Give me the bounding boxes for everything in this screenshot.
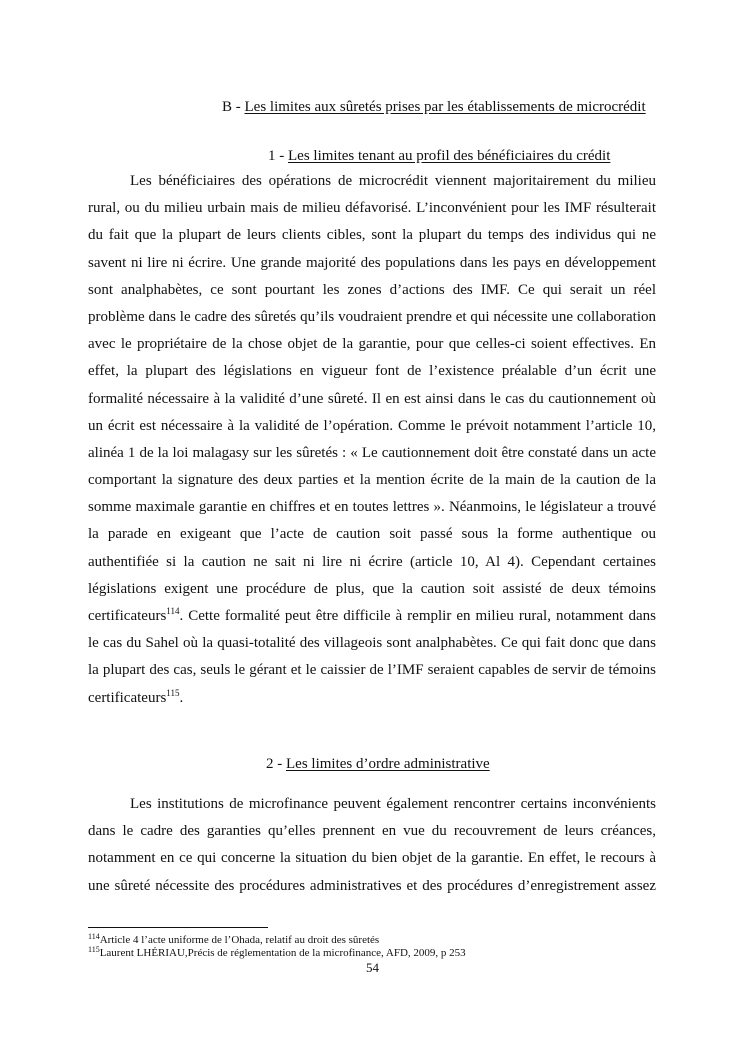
- text-line: dans le cadre des garanties qu’elles prennent en vue du recouvrement de leurs créances,: [88, 823, 656, 840]
- footnote-ref-114[interactable]: 114: [166, 606, 180, 616]
- paragraph-2: [88, 791, 656, 900]
- text-line: effet, la plupart des législations en vigueur font de l’existence préalable d’un écrit une: [88, 363, 656, 380]
- footnote-number: 115: [88, 945, 100, 954]
- footnote-ref-115[interactable]: 115: [166, 687, 180, 698]
- text: .: [179, 689, 184, 706]
- text-line: [88, 603, 656, 630]
- footnote-text: Laurent LHÉRIAU,Précis de réglementation de la microfinance, AFD, 2009, p 253: [99, 947, 466, 959]
- text-line: authentifiée si la caution ne sait ni lire ni écrire (article 10, Al 4). Cependant certaines: [88, 553, 656, 570]
- footnote-text: Article 4 l’acte uniforme de l’Ohada, relatif au droit des sûretés: [99, 934, 380, 946]
- text: certificateurs: [88, 608, 167, 624]
- text: certificateurs: [88, 689, 167, 706]
- text-line: le cas du Sahel où la quasi-totalité des villageois sont analphabètes. Ce qui fait donc que dans: [88, 635, 656, 652]
- text-line: un écrit est nécessaire à la validité de l’opération. Comme le prévoit notamment l’article 10,: [88, 417, 656, 434]
- text-line: savent ni lire ni écrire. Une grande majorité des populations dans les pays en développement: [88, 254, 656, 271]
- text-line: alinéa 1 de la loi malagasy sur les sûretés : « Le cautionnement doit être constaté dans un acte: [88, 444, 656, 461]
- text-line: Les institutions de microfinance peuvent également rencontrer certains inconvénients: [130, 796, 656, 812]
- subsection-heading-1: [268, 148, 610, 165]
- heading-title: Les limites d’ordre administrative: [286, 756, 490, 772]
- footnote-115: [88, 947, 466, 959]
- subsection-heading-2: [266, 756, 490, 773]
- text-line: la plupart des cas, seuls le gérant et le caissier de l’IMF seraient capables de servir de témoins: [88, 662, 656, 679]
- text-line: la parade en exigeant que l’acte de caution soit passé sous la forme authentique ou: [88, 526, 656, 543]
- text-line: une sûreté nécessite des procédures administratives et des procédures d’enregistrement assez: [88, 877, 656, 894]
- text-line: avec le propriétaire de la chose objet de la garantie, pour que celles-ci soient effectives. En: [88, 336, 656, 353]
- text-line: [88, 685, 656, 712]
- footnote-114: [88, 934, 379, 946]
- text-line: sont analphabètes, ce sont pourtant les zones d’actions des IMF. Ce qui serait un réel: [88, 281, 656, 298]
- text-line: problème dans le cadre des sûretés qu’ils voudraient prendre et qui nécessite une collaboration: [88, 308, 656, 325]
- text-line: rural, ou du milieu urbain mais de milieu défavorisé. L’inconvénient pour les IMF résulterait: [88, 200, 656, 217]
- text: . Cette formalité peut être difficile à remplir en milieu rural, notamment dans: [179, 608, 656, 624]
- heading-title: Les limites aux sûretés prises par les établissements de microcrédit: [244, 99, 646, 115]
- heading-prefix: 2 -: [266, 756, 286, 772]
- page-number: 54: [366, 960, 379, 975]
- text-line: formalité nécessaire à la validité d’une sûreté. Il en est ainsi dans le cas du cautionnement où: [88, 390, 656, 407]
- paragraph-1: [88, 168, 656, 712]
- footnote-number: 114: [88, 932, 100, 941]
- heading-prefix: B -: [222, 99, 245, 115]
- heading-title: Les limites tenant au profil des bénéficiaires du crédit: [288, 148, 611, 164]
- text-line: somme maximale garantie en chiffres et en toutes lettres ». Néanmoins, le législateur a trouvé: [88, 499, 656, 516]
- footnote-separator: [88, 927, 268, 928]
- text-line: législations exigent une procédure de plus, que la caution soit assisté de deux témoins: [88, 580, 656, 597]
- text-line: comportant la signature des deux parties et la mention écrite de la main de la caution de la: [88, 472, 656, 489]
- text-line: du fait que la plupart de leurs clients cibles, sont la plupart du temps des individus qui ne: [88, 227, 656, 244]
- text-line: Les bénéficiaires des opérations de microcrédit viennent majoritairement du milieu: [130, 173, 656, 189]
- section-heading-b: [222, 99, 646, 116]
- text-line: notamment en ce qui concerne la situation du bien objet de la garantie. En effet, le recours à: [88, 850, 656, 867]
- heading-prefix: 1 -: [268, 148, 288, 164]
